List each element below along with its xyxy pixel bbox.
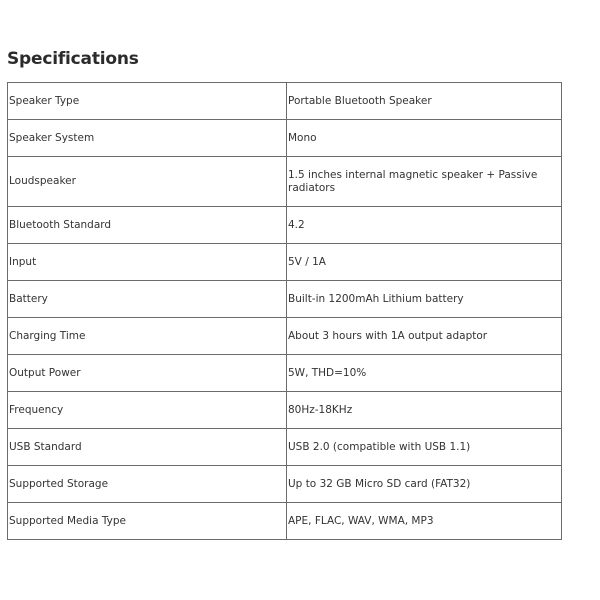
spec-value: Portable Bluetooth Speaker xyxy=(287,83,562,120)
table-row xyxy=(8,392,562,429)
table-row xyxy=(8,466,562,503)
spec-value: 4.2 xyxy=(287,207,562,244)
spec-value: 1.5 inches internal magnetic speaker + Passive radiators xyxy=(287,157,562,207)
section-heading: Specifications xyxy=(7,49,139,69)
spec-label: Speaker System xyxy=(8,120,287,157)
spec-label: Input xyxy=(8,244,287,281)
table-row xyxy=(8,120,562,157)
spec-value: 5W, THD=10% xyxy=(287,355,562,392)
spec-label: Speaker Type xyxy=(8,83,287,120)
spec-value: About 3 hours with 1A output adaptor xyxy=(287,318,562,355)
spec-value: 5V / 1A xyxy=(287,244,562,281)
table-row xyxy=(8,83,562,120)
spec-label: Output Power xyxy=(8,355,287,392)
spec-value: Up to 32 GB Micro SD card (FAT32) xyxy=(287,466,562,503)
specifications-table xyxy=(7,82,562,540)
spec-label: Supported Media Type xyxy=(8,503,287,540)
spec-value: USB 2.0 (compatible with USB 1.1) xyxy=(287,429,562,466)
spec-label: Frequency xyxy=(8,392,287,429)
spec-label: USB Standard xyxy=(8,429,287,466)
spec-value: Mono xyxy=(287,120,562,157)
spec-label: Loudspeaker xyxy=(8,157,287,207)
spec-label: Charging Time xyxy=(8,318,287,355)
spec-value: Built-in 1200mAh Lithium battery xyxy=(287,281,562,318)
table-row xyxy=(8,244,562,281)
spec-label: Bluetooth Standard xyxy=(8,207,287,244)
table-row xyxy=(8,281,562,318)
spec-label: Battery xyxy=(8,281,287,318)
spec-label: Supported Storage xyxy=(8,466,287,503)
table-row xyxy=(8,318,562,355)
table-row xyxy=(8,503,562,540)
table-row xyxy=(8,429,562,466)
table-row xyxy=(8,157,562,207)
spec-value: 80Hz-18KHz xyxy=(287,392,562,429)
table-row xyxy=(8,355,562,392)
table-row xyxy=(8,207,562,244)
spec-value: APE, FLAC, WAV, WMA, MP3 xyxy=(287,503,562,540)
